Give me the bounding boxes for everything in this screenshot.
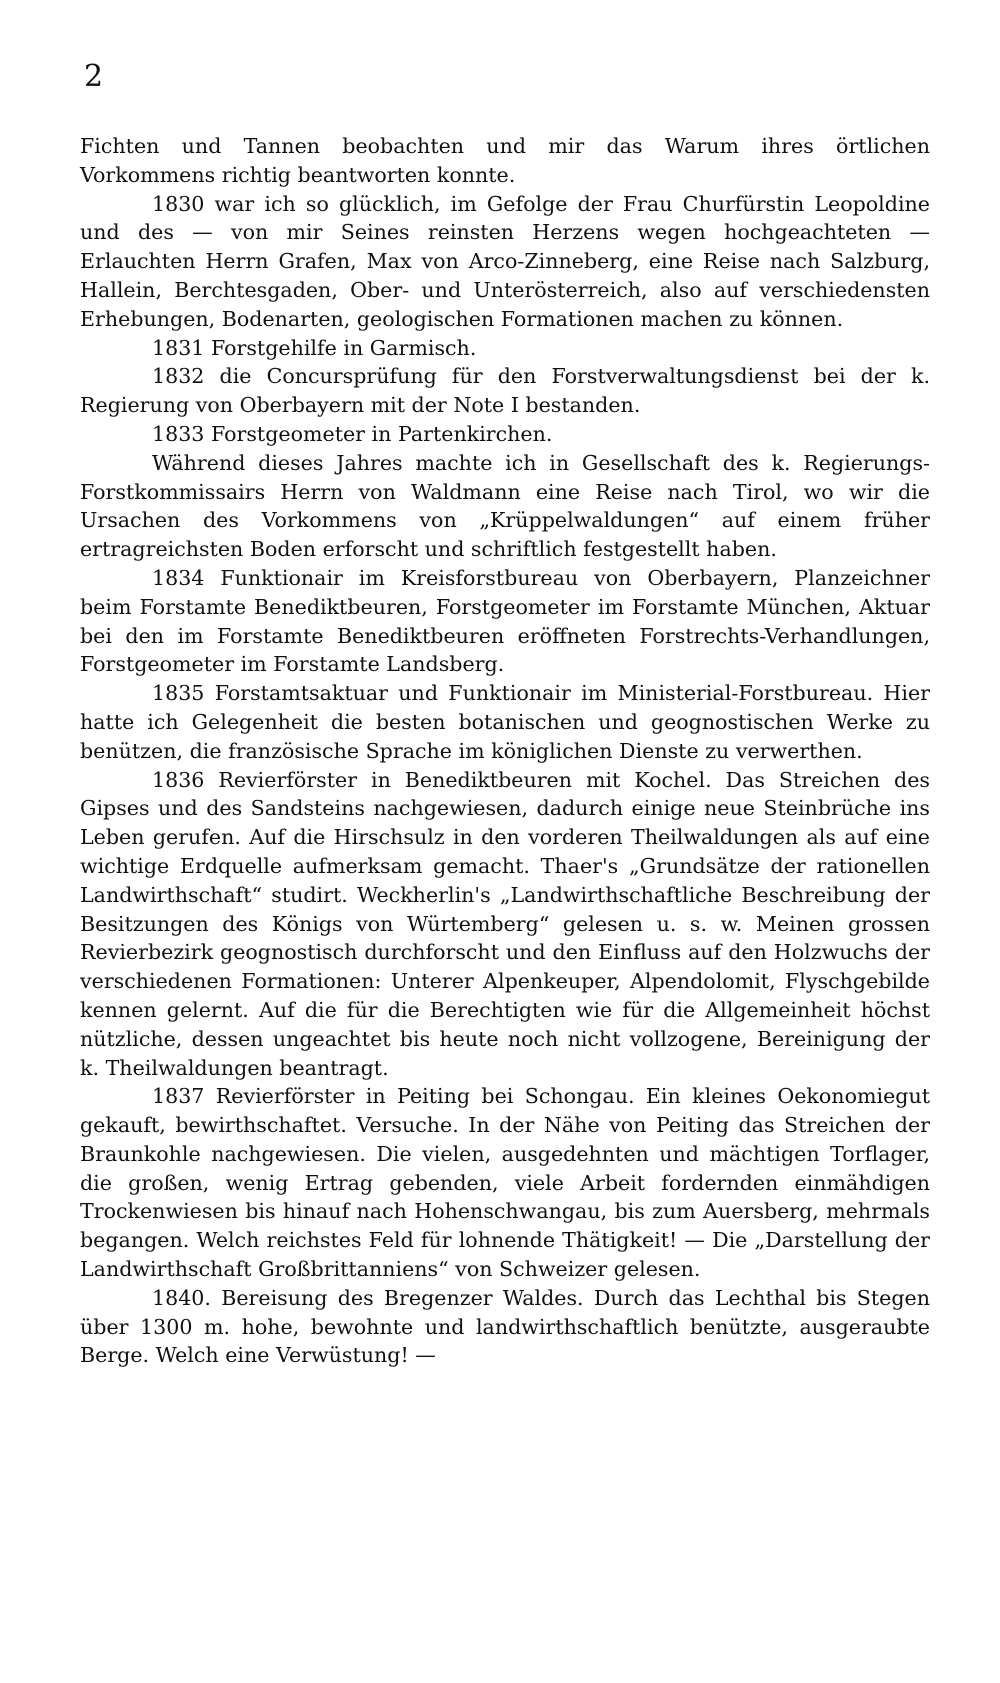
paragraph-1833: 1833 Forstgeometer in Partenkirchen. bbox=[152, 421, 553, 446]
paragraph-1835: 1835 Forstamtsaktuar und Funktionair im Ministerial-Forstbureau. Hier hatte ich Gelegenheit die besten botanischen und geognostischen Werke zu benützen, die französische Sprache im königlichen Dienste zu verwerthen. bbox=[80, 681, 930, 763]
paragraph-1834: 1834 Funktionair im Kreisforstbureau von Oberbayern, Planzeichner beim Forstamte Benediktbeuren, Forstgeometer im Forstamte München, Aktuar bei den im Forstamte Benediktbeuren eröffneten Forstrechts-Verhandlungen, Forstgeometer im Forstamte Landsberg. bbox=[80, 565, 930, 677]
paragraph-1836: 1836 Revierförster in Benediktbeuren mit Kochel. Das Streichen des Gipses und des Sandsteins nachgewiesen, dadurch einige neue Steinbrüche ins Leben gerufen. Auf die Hirschsulz in den vorderen Theilwaldungen als auf eine wichtige Erdquelle aufmerksam gemacht. Thaer's „Grundsätze der rationellen Landwirthschaft“ studirt. Weckherlin's „Landwirthschaftliche Beschreibung der Besitzungen des Königs von Würtemberg“ gelesen u. s. w. Meinen grossen Revierbezirk geognostisch durchforscht und den Einfluss auf den Holzwuchs der verschiedenen Formationen: Unterer Alpenkeuper, Alpendolomit, Flyschgebilde kennen gelernt. Auf die für die Berechtigten wie für die Allgemeinheit höchst nützliche, dessen ungeachtet bis heute noch nicht vollzogene, Bereinigung der k. Theilwaldungen beantragt. bbox=[80, 767, 930, 1080]
body-text bbox=[80, 132, 930, 1370]
page-number: 2 bbox=[84, 59, 104, 94]
paragraph-1831: 1831 Forstgehilfe in Garmisch. bbox=[152, 335, 477, 360]
paragraph-1830: 1830 war ich so glücklich, im Gefolge der Frau Churfürstin Leopoldine und des — von mir Seines reinsten Herzens wegen hochgeachteten — Erlauchten Herrn Grafen, Max von Arco-Zinneberg, eine Reise nach Salzburg, Hallein, Berchtesgaden, Ober- und Unterösterreich, also auf verschiedensten Erhebungen, Bodenarten, geologischen Formationen machen zu können. bbox=[80, 191, 930, 331]
paragraph-1840: 1840. Bereisung des Bregenzer Waldes. Durch das Lechthal bis Stegen über 1300 m. hohe, bewohnte und landwirthschaftlich benützte, ausgeraubte Berge. Welch eine Verwüstung! — bbox=[80, 1285, 930, 1368]
paragraph-continuation: Fichten und Tannen beobachten und mir das Warum ihres örtlichen Vorkommens richtig beantworten konnte. bbox=[80, 134, 930, 187]
paragraph-1832: 1832 die Concursprüfung für den Forstverwaltungsdienst bei der k. Regierung von Oberbayern mit der Note I bestanden. bbox=[80, 364, 930, 418]
paragraph-1833-tirol: Während dieses Jahres machte ich in Gesellschaft des k. Regierungs-Forstkommissairs Herrn von Waldmann eine Reise nach Tirol, wo wir die Ursachen des Vorkommens von „Krüppelwaldungen“ auf einem früher ertragreichsten Boden erforscht und schriftlich festgestellt haben. bbox=[80, 450, 930, 562]
paragraph-1837: 1837 Revierförster in Peiting bei Schongau. Ein kleines Oekonomiegut gekauft, bewirthschaftet. Versuche. In der Nähe von Peiting das Streichen der Braunkohle nachgewiesen. Die vielen, ausgedehnten und mächtigen Torflager, die großen, wenig Ertrag gebenden, viele Arbeit fordernden einmähdigen Trockenwiesen bis hinauf nach Hohenschwangau, bis zum Auersberg, mehrmals begangen. Welch reichstes Feld für lohnende Thätigkeit! — Die „Darstellung der Landwirthschaft Großbrittanniens“ von Schweizer gelesen. bbox=[80, 1084, 930, 1282]
